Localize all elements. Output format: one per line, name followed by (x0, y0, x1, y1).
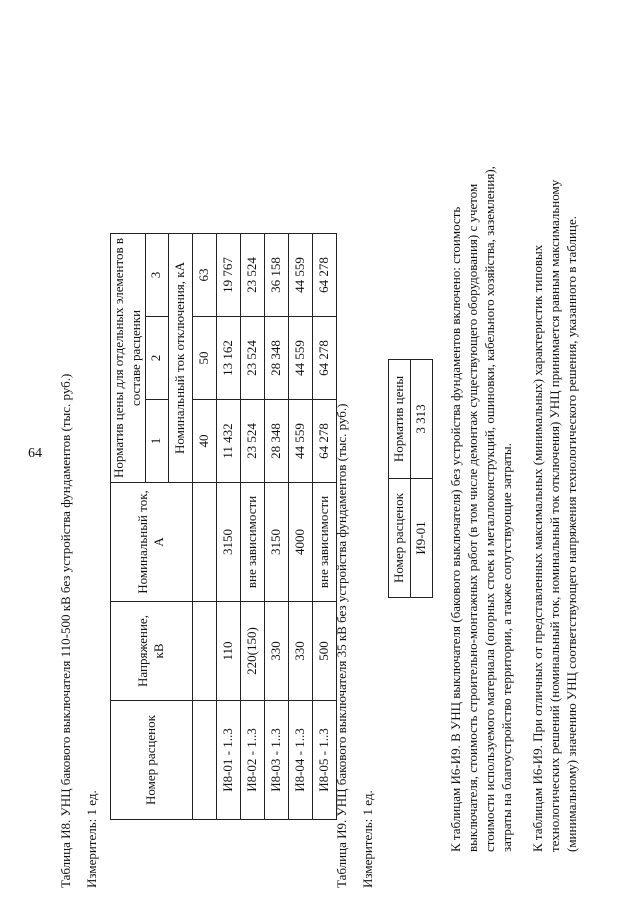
paragraph-line: К таблицам И6-И9. При отличных от представленных максимальных (минимальных) характеристик типовых (530, 244, 545, 852)
row-current: вне зависимости (240, 483, 264, 602)
paragraph-line: затраты на благоустройство территории, а также сопутствующие затраты. (498, 443, 514, 852)
row-v2: 28 348 (264, 317, 288, 400)
row-code: И8-05 - 1..3 (312, 701, 336, 820)
t9-value: 3 313 (411, 360, 433, 479)
t9-head-value: Норматив цены (389, 360, 411, 479)
table-row (264, 234, 288, 820)
paragraph-line: технологических решений (номинальный ток, номинальный ток отключения) УНЦ принимается равным максимальному (546, 179, 562, 852)
row-v3: 64 278 (312, 234, 336, 317)
t8-ka-40: 40 (192, 400, 216, 483)
t8-sub-3: 3 (145, 234, 168, 317)
table8 (110, 233, 337, 820)
row-voltage: 330 (264, 602, 288, 701)
t8-head-blank (192, 602, 216, 701)
table-row (312, 234, 336, 820)
row-v1: 64 278 (312, 400, 336, 483)
t8-head-code: Номер расценок (111, 701, 193, 820)
row-v1: 28 348 (264, 400, 288, 483)
row-v2: 13 162 (216, 317, 240, 400)
row-current: 3150 (216, 483, 240, 602)
t8-ka-label: Номинальный ток отключения, кА (168, 234, 192, 483)
t8-ka-63: 63 (192, 234, 216, 317)
row-current: 4000 (288, 483, 312, 602)
t8-head-group: Норматив цены для отдельных элементов в составе расценки (111, 234, 146, 483)
table8-unit: Измеритель: 1 ед. (84, 790, 99, 888)
row-current: 3150 (264, 483, 288, 602)
row-v2: 23 524 (240, 317, 264, 400)
t9-code: И9-01 (411, 479, 433, 598)
row-v1: 23 524 (240, 400, 264, 483)
row-v3: 23 524 (240, 234, 264, 317)
row-code: И8-02 - 1..3 (240, 701, 264, 820)
row-v2: 44 559 (288, 317, 312, 400)
t8-sub-1: 1 (145, 400, 168, 483)
table-row (288, 234, 312, 820)
row-current: вне зависимости (312, 483, 336, 602)
row-v2: 64 278 (312, 317, 336, 400)
table9-unit: Измеритель: 1 ед. (360, 790, 375, 888)
row-code: И8-04 - 1..3 (288, 701, 312, 820)
paragraph-line: стоимости используемого материала (опорных стоек и металлоконструкций, ошиновки, кабельного хозяйства, заземления), (481, 166, 497, 852)
t8-head-voltage: Напряжение, кВ (111, 602, 193, 701)
row-code: И8-01 - 1..3 (216, 701, 240, 820)
paragraph-line: К таблицам И6-И9. В УНЦ выключателя (бакового выключателя) без устройства фундаментов включено: стоимость (448, 206, 463, 852)
t8-sub-2: 2 (145, 317, 168, 400)
row-code: И8-03 - 1..3 (264, 701, 288, 820)
row-v1: 11 432 (216, 400, 240, 483)
row-voltage: 500 (312, 602, 336, 701)
table8-caption: Таблица И8. УНЦ бакового выключателя 110-500 кВ без устройства фундаментов (тыс. руб.) (58, 373, 73, 888)
page-number: 64 (28, 446, 42, 461)
t8-head-blank (192, 701, 216, 820)
table9 (388, 359, 433, 598)
t8-ka-50: 50 (192, 317, 216, 400)
table9-caption: Таблица И9. УНЦ бакового выключателя 35 кВ без устройства фундаментов (тыс. руб.) (334, 403, 349, 888)
row-v3: 19 767 (216, 234, 240, 317)
rotated-page-content (50, 18, 610, 888)
paragraph-line: выключателя, стоимость строительно-монтажных работ (в том числе демонтаж существующего оборудования) с учетом (464, 183, 480, 852)
row-v1: 44 559 (288, 400, 312, 483)
paragraph-line: (минимальному) значению УНЦ соответствующего напряжения технологического решения, указанного в таблице. (563, 216, 579, 852)
t8-head-blank (192, 483, 216, 602)
table-row (411, 360, 433, 598)
paragraph-1 (448, 20, 516, 888)
t9-head-code: Номер расценок (389, 479, 411, 598)
row-v3: 36 158 (264, 234, 288, 317)
t8-head-current: Номинальный ток, А (111, 483, 193, 602)
table-row (216, 234, 240, 820)
table-row (240, 234, 264, 820)
paragraph-2 (530, 20, 581, 888)
row-voltage: 330 (288, 602, 312, 701)
row-voltage: 220(150) (240, 602, 264, 701)
row-voltage: 110 (216, 602, 240, 701)
row-v3: 44 559 (288, 234, 312, 317)
